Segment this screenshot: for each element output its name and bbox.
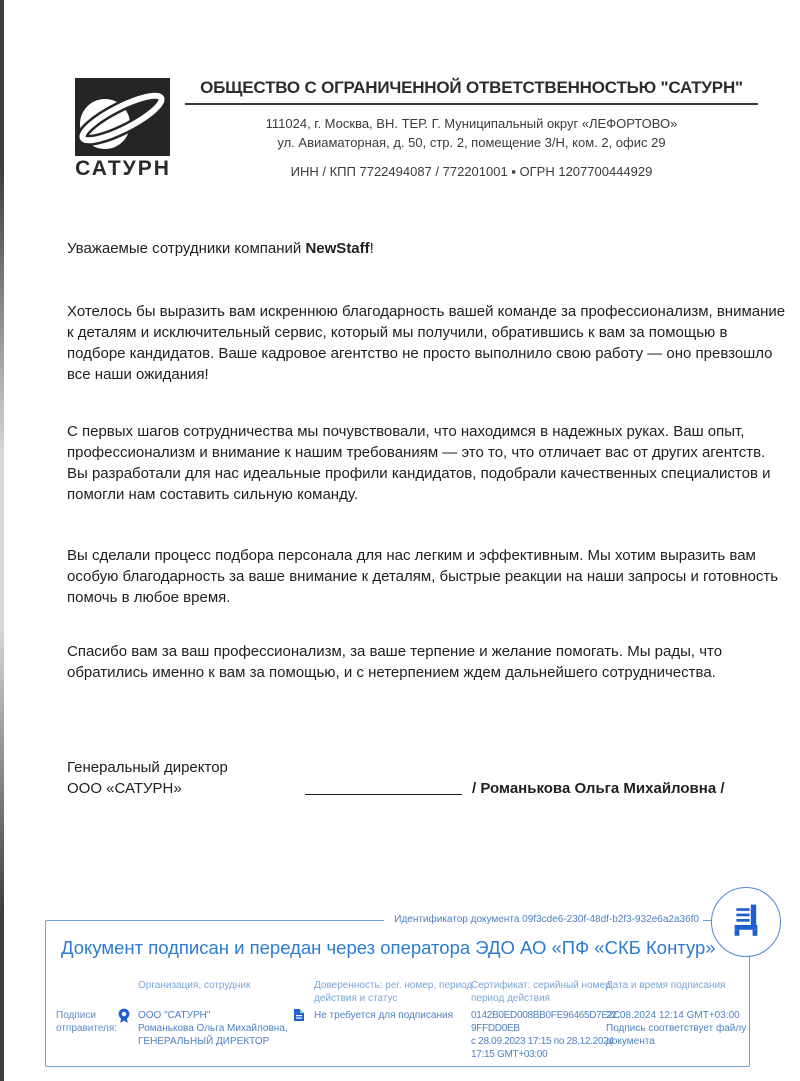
seal-icon bbox=[117, 1008, 131, 1029]
signing-datetime-cell: 22.08.2024 12:14 GMT+03:00 Подпись соответствует файлу документа bbox=[606, 1010, 747, 1047]
power-of-attorney-cell: Не требуется для подписания bbox=[314, 1010, 453, 1021]
saturn-logo bbox=[75, 78, 170, 156]
company-title: ОБЩЕСТВО С ОГРАНИЧЕННОЙ ОТВЕТСТВЕННОСТЬЮ "САТУРН" bbox=[200, 78, 743, 97]
paragraph-3: Вы сделали процесс подбора персонала для нас легким и эффективным. Мы хотим выразить вам особую благодарность за ваше внимание к деталям, быстрые реакции на наши запросы и готовность помочь в любое время. bbox=[67, 547, 779, 606]
diadoc-logo-icon bbox=[728, 901, 764, 943]
header-organization: Организация, сотрудник bbox=[138, 980, 251, 991]
greeting-company: NewStaff bbox=[305, 240, 370, 257]
planet-ring-icon bbox=[75, 78, 170, 156]
paragraph-1: Хотелось бы выразить вам искреннюю благодарность вашей команде за профессионализм, внимание к деталям и исключительный сервис, который мы получили, обратившись к вам за помощью в подборе кандидатов. Ваше кадровое агентство не просто выполнило свою работу — оно превзошло все наши ожидания! bbox=[67, 303, 786, 383]
stamp-title: Документ подписан и передан через оператора ЭДО АО «ПФ «СКБ Контур» bbox=[61, 937, 716, 958]
page-edge-shadow bbox=[0, 0, 4, 1081]
signoff-role: Генеральный директор bbox=[67, 759, 228, 776]
esign-stamp-box bbox=[45, 914, 750, 1067]
sender-organization-cell: ООО "САТУРН" Романькова Ольга Михайловна, ГЕНЕРАЛЬНЫЙ ДИРЕКТОР bbox=[138, 1010, 288, 1047]
signature-blank-line bbox=[305, 794, 462, 795]
greeting-line bbox=[67, 238, 787, 259]
greeting-prefix: Уважаемые сотрудники компаний bbox=[67, 240, 306, 257]
signoff-row bbox=[67, 778, 787, 799]
greeting-suffix: ! bbox=[369, 240, 374, 257]
document-identifier: Идентификатор документа 09f3cde6-230f-48df-b2f3-932e6a2a36f0 bbox=[384, 914, 703, 925]
letterhead bbox=[185, 78, 758, 179]
letterhead-rule bbox=[185, 103, 758, 105]
sender-signatures-label: Подписи отправителя: bbox=[56, 1010, 118, 1034]
diadoc-emblem bbox=[711, 887, 781, 957]
paragraph-2: С первых шагов сотрудничества мы почувствовали, что находимся в надежных руках. Ваш опыт, профессионализм и внимание к нашим требованиям — это то, что отличает вас от других агентств. Вы разработали для нас идеальные профили кандидатов, подобрали качественных специалистов и помогли нам составить сильную команду. bbox=[67, 423, 771, 503]
certificate-cell: 0142B0ED008BB0FE96465D7E2C 9FFDD0EB с 28.09.2023 17:15 по 28.12.2024 17:15 GMT+03:00 bbox=[471, 1010, 620, 1060]
letter-body bbox=[67, 238, 787, 799]
requisites-line: ИНН / КПП 7722494087 / 772201001 ▪ ОГРН 1207700444929 bbox=[290, 164, 653, 179]
document-icon bbox=[293, 1008, 305, 1027]
header-certificate: Сертификат: серийный номер, период действия bbox=[471, 980, 614, 1004]
paragraph-4: Спасибо вам за ваш профессионализм, за ваше терпение и желание помогать. Мы рады, что обратились именно к вам за помощью, и с нетерпением ждем дальнейшего сотрудничества. bbox=[67, 643, 723, 681]
address-line-1: 111024, г. Москва, ВН. ТЕР. Г. Муниципальный округ «ЛЕФОРТОВО» bbox=[265, 116, 678, 131]
header-power-of-attorney: Доверенность: рег. номер, период действия и статус bbox=[314, 980, 473, 1004]
address-line-2: ул. Авиаматорная, д. 50, стр. 2, помещение 3/Н, ком. 2, офис 29 bbox=[277, 135, 666, 150]
signoff-org: ООО «САТУРН» bbox=[67, 780, 182, 797]
header-signing-datetime: Дата и время подписания bbox=[606, 980, 726, 991]
logo-caption: САТУРН bbox=[75, 157, 171, 180]
signoff-name: / Романькова Ольга Михайловна / bbox=[472, 780, 725, 797]
